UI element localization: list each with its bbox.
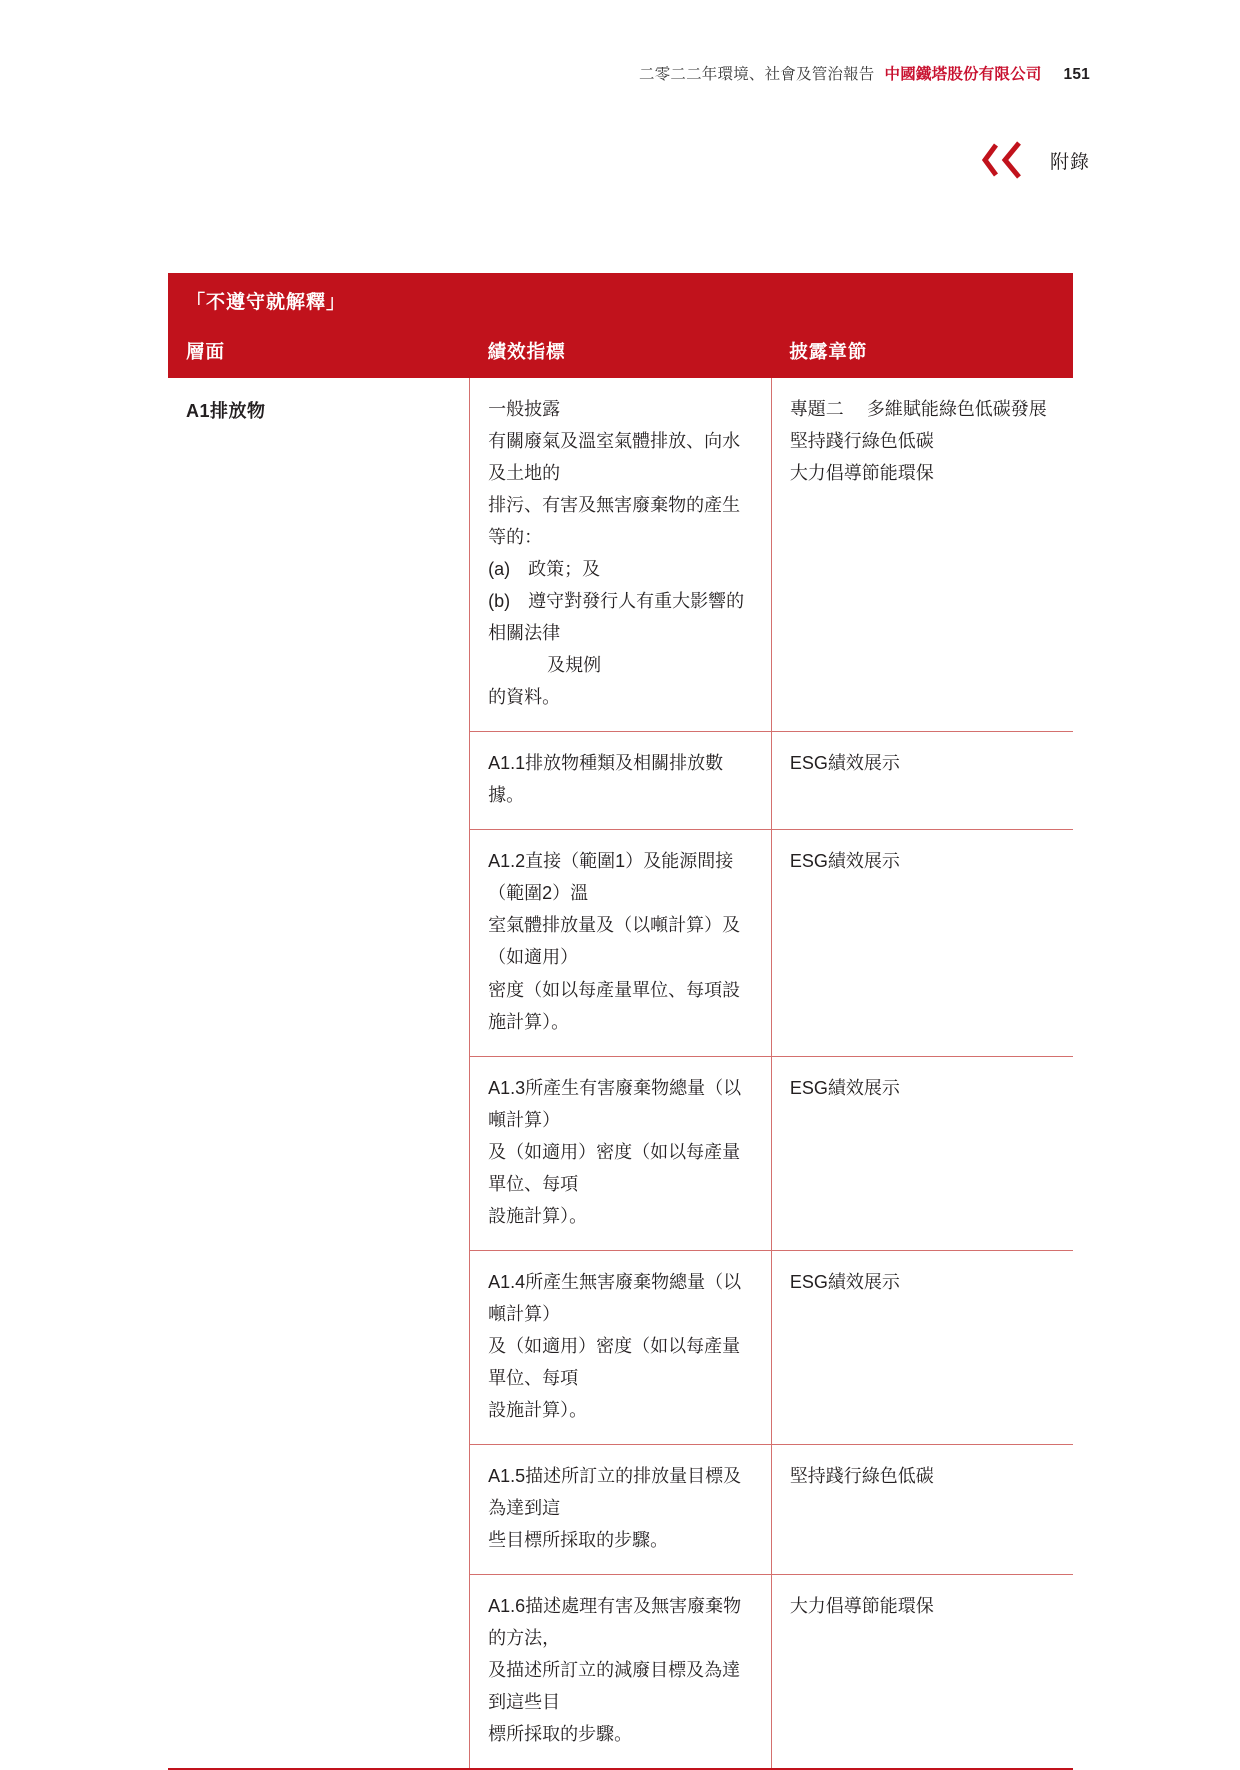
column-header-kpi: 績效指標 <box>470 328 772 378</box>
disclosure-line: ESG績效展示 <box>789 1077 900 1098</box>
disclosure-line: 專題二 多維賦能綠色低碳發展 <box>789 399 1047 419</box>
kpi-line: 及描述所訂立的減廢目標及為達到這些目 <box>488 1660 741 1713</box>
kpi-line: A1.4所產生無害廢棄物總量（以噸計算） <box>488 1271 742 1324</box>
row-kpi-text <box>470 732 772 830</box>
row-aspect-label <box>168 732 470 830</box>
row-aspect-label: A1排放物 <box>168 378 470 732</box>
row-disclosure-text <box>771 1444 1073 1574</box>
page-number: 151 <box>1063 66 1090 83</box>
row-kpi-text <box>470 1056 772 1250</box>
kpi-line: 一般披露 <box>488 399 561 419</box>
row-disclosure-text <box>771 830 1073 1056</box>
header-company-name: 中國鐵塔股份有限公司 <box>884 66 1042 83</box>
kpi-line: A1.6描述處理有害及無害廢棄物的方法， <box>488 1595 742 1648</box>
row-disclosure-text <box>771 1250 1073 1444</box>
disclosure-line: ESG績效展示 <box>789 753 900 774</box>
kpi-line: 的資料。 <box>488 687 561 708</box>
table-row <box>168 1444 1073 1574</box>
column-header-disclosure: 披露章節 <box>771 328 1073 378</box>
kpi-line: (a) 政策；及 <box>488 559 601 580</box>
disclosure-line: 堅持踐行綠色低碳 <box>789 1465 934 1486</box>
row-kpi-text <box>470 1444 772 1574</box>
kpi-line: 室氣體排放量及（以噸計算）及（如適用） <box>488 915 741 968</box>
kpi-line: 及（如適用）密度（如以每產量單位、每項 <box>488 1335 741 1388</box>
row-aspect-label <box>168 1444 470 1574</box>
table-header-row <box>168 328 1073 378</box>
disclosure-line: 大力倡導節能環保 <box>789 463 934 484</box>
section-title: 附錄 <box>1049 151 1090 173</box>
kpi-line: A1.3所產生有害廢棄物總量（以噸計算） <box>488 1077 742 1130</box>
kpi-line: A1.5描述所訂立的排放量目標及為達到這 <box>488 1465 742 1518</box>
disclosure-line: ESG績效展示 <box>789 851 900 872</box>
header-report-title: 二零二二年環境、社會及管治報告 <box>639 66 875 83</box>
kpi-line: 設施計算）。 <box>488 1399 588 1420</box>
kpi-line: 標所採取的步驟。 <box>488 1724 633 1745</box>
column-header-aspect: 層面 <box>168 328 470 378</box>
table-row <box>168 378 1073 732</box>
row-disclosure-text <box>771 378 1073 732</box>
kpi-line: A1.2直接（範圍1）及能源間接（範圍2）溫 <box>488 851 734 904</box>
kpi-line: (b) 遵守對發行人有重大影響的相關法律 <box>488 591 745 644</box>
page-header <box>639 62 1090 84</box>
compliance-table <box>168 273 1073 1770</box>
kpi-line: 設施計算）。 <box>488 1205 588 1226</box>
table-row <box>168 1056 1073 1250</box>
kpi-line: 及（如適用）密度（如以每產量單位、每項 <box>488 1141 741 1194</box>
row-aspect-label <box>168 1250 470 1444</box>
row-aspect-label <box>168 1574 470 1769</box>
table-banner-label: 「不遵守就解釋」 <box>168 273 1073 328</box>
disclosure-line: ESG績效展示 <box>789 1271 900 1292</box>
table-row <box>168 732 1073 830</box>
table-row <box>168 830 1073 1056</box>
row-aspect-label <box>168 1056 470 1250</box>
row-disclosure-text <box>771 1056 1073 1250</box>
row-disclosure-text <box>771 732 1073 830</box>
row-disclosure-text <box>771 1574 1073 1769</box>
row-kpi-text <box>470 830 772 1056</box>
kpi-line: 些目標所採取的步驟。 <box>488 1529 669 1550</box>
table-row <box>168 1250 1073 1444</box>
double-chevron-left-icon <box>982 140 1022 180</box>
row-aspect-label <box>168 830 470 1056</box>
table-banner-row <box>168 273 1073 328</box>
row-kpi-text <box>470 1250 772 1444</box>
kpi-line: A1.1排放物種類及相關排放數據。 <box>488 753 724 806</box>
table-row <box>168 1574 1073 1769</box>
kpi-line: 及規例 <box>488 655 602 676</box>
kpi-line: 有關廢氣及溫室氣體排放、向水及土地的 <box>488 431 741 484</box>
row-kpi-text <box>470 378 772 732</box>
kpi-line: 排污、有害及無害廢棄物的產生等的： <box>488 495 741 548</box>
section-marker <box>982 140 1090 180</box>
disclosure-line: 堅持踐行綠色低碳 <box>789 431 934 452</box>
row-kpi-text <box>470 1574 772 1769</box>
kpi-line: 密度（如以每產量單位、每項設施計算）。 <box>488 979 741 1032</box>
disclosure-line: 大力倡導節能環保 <box>789 1595 934 1616</box>
